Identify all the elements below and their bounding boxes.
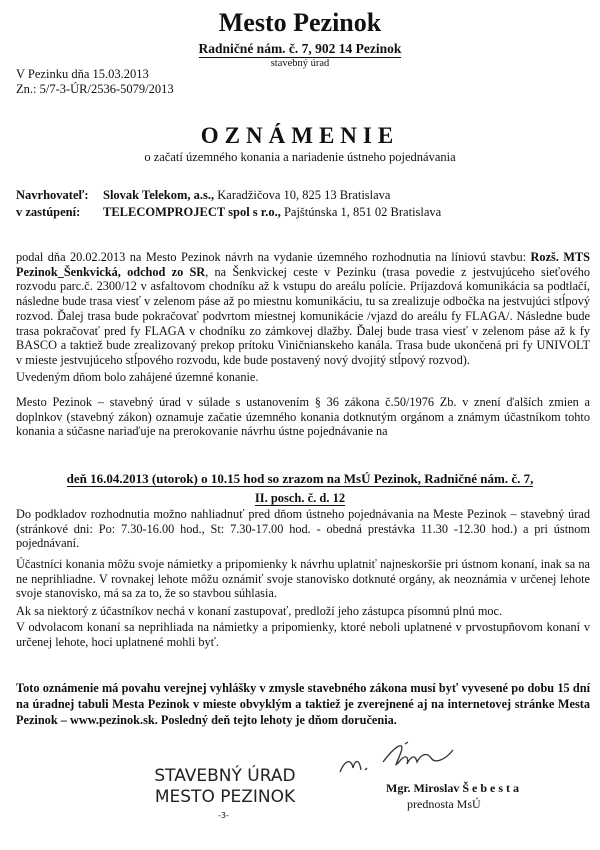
handwritten-signature (335, 732, 465, 780)
applicant-label: Navrhovateľ: (16, 188, 89, 202)
representative-value (103, 205, 441, 220)
appeal-paragraph: V odvolacom konaní sa neprihliada na námietky a pripomienky, ktoré neboli uplatnené v prvostupňovom konaní v určenej lehote, hoci uplatnené mohli byť. (16, 620, 590, 649)
representation-paragraph: Ak sa niektorý z účastníkov nechá v konaní zastupovať, predloží jeho zástupca písomnú plnú moc. (16, 604, 503, 618)
hearing-room (0, 491, 600, 506)
representative-address: Pajštúnska 1, 851 02 Bratislava (280, 205, 442, 219)
hearing-date-text: deň 16.04.2013 (utorok) o 10.15 hod so zrazom na MsÚ Pezinok, Radničné nám. č. 7, (66, 471, 534, 486)
public-notice-paragraph: Toto oznámenie má povahu verejnej vyhlášky v zmysle stavebného zákona musí byť vyvesené po dobu 15 dní na úradnej tabuli Mesta Pezinok v mieste obvyklým a taktiež je zverejnené aj na internetovej stránke Mesta Pezinok – www.pezinok.sk. Posledný deň tejto lehoty je dňom doručenia. (16, 681, 590, 727)
proceedings-started: Uvedeným dňom bolo zahájené územné konanie. (16, 370, 259, 384)
stamp-line-1: STAVEBNÝ ÚRAD (154, 766, 296, 786)
hearing-room-text: II. posch. č. d. 12 (254, 491, 346, 505)
signatory-title: prednosta MsÚ (407, 797, 481, 811)
city-address-text: Radničné nám. č. 7, 902 14 Pezinok (198, 41, 402, 56)
notice-title: OZNÁMENIE (200, 123, 400, 148)
office-stamp (152, 766, 298, 808)
city-address (0, 41, 600, 57)
hearing-date (0, 471, 600, 487)
date-line: V Pezinku dňa 15.03.2013 (16, 67, 149, 81)
application-paragraph (16, 250, 590, 368)
applicant-name: Slovak Telekom, a.s., (103, 188, 215, 202)
office-name: stavebný úrad (270, 58, 330, 69)
route-description: , na Šenkvickej ceste v Pezinku (trasa povedie z jestvujúceho sieťového rozvodu parc.č. 2300/12 v asfaltovom chodníku až k vstupu do areálu polície. Príjazdová komunikácia sa podtlačí, následne bude trasa viesť v zelenom páse až po miestnu komunikáciu, tu sa zrealizuje odbočka na jestvujúci stĺpový rozvod. Ďalej trasa bude pokračovať podvrtom miestnej komunikácie /vjazd do areálu fy FLAGA/. Následne bude trasa pokračovať pred fy FLAGA v chodníku zo zámkovej dlažby. Ďalej bude trasa viesť v zelenom páse až k fy BASCO a taktiež bude zrealizovaný prekop prítoku Viničnianskeho kanála. Trasa bude ukončená pri fy UNIVOLT v mieste jestvujúceho stĺpového rozvodu, kde bude postavený nový dvojitý stĺpový rozvod). (16, 264, 590, 367)
notice-subtitle: o začatí územného konania a nariadenie ústneho pojednávania (144, 150, 456, 164)
applicant-value (103, 188, 390, 203)
reference-number: Zn.: 5/7-3-ÚR/2536-5079/2013 (16, 82, 174, 96)
document-inspection: Do podkladov rozhodnutia možno nahliadnuť pred dňom ústneho pojednávania na Meste Pezinok – stavebný úrad (stránkové dni: Po: 7.30-16.00 hod., St: 7.30-17.00 hod. - obedná prestávka 11.30 -12.30 hod.) a pri ústnom pojednávaní. (16, 507, 590, 551)
applicant-address: Karadžičova 10, 825 13 Bratislava (214, 188, 391, 202)
representative-label: v zastúpení: (16, 205, 81, 219)
objections-paragraph: Účastníci konania môžu svoje námietky a pripomienky k návrhu uplatniť najneskoršie pri ústnom konaní, inak sa na ne neprihliadne. V rovnakej lehote môžu oznámiť svoje stanovisko dotknuté orgány, ak neoznámia v určenej lehote svoje stanovisko, má sa za to, že so stavbou súhlasia. (16, 557, 590, 601)
hearing-announcement: Mesto Pezinok – stavebný úrad v súlade s ustanovením § 36 zákona č.50/1976 Zb. v znení ďalších zmien a doplnkov (stavebný zákon) oznamuje začatie územného konania dotknutým orgánom a známym účastníkom tohto konania a súčasne nariaďuje na prerokovanie návrhu ústne pojednávanie na (16, 395, 590, 439)
representative-name: TELECOMPROJECT spol s r.o., (103, 205, 281, 219)
project-name: Rozš. MTS Pezinok_Šenkvická, odchod zo SR (16, 250, 590, 279)
signatory-name: Mgr. Miroslav Š e b e s t a (386, 781, 519, 795)
application-intro: podal dňa 20.02.2013 na Mesto Pezinok návrh na vydanie územného rozhodnutia na líniovú stavbu: (16, 250, 531, 264)
stamp-number: -3- (218, 811, 229, 820)
city-title: Mesto Pezinok (218, 8, 382, 37)
stamp-line-2: MESTO PEZINOK (154, 787, 296, 807)
